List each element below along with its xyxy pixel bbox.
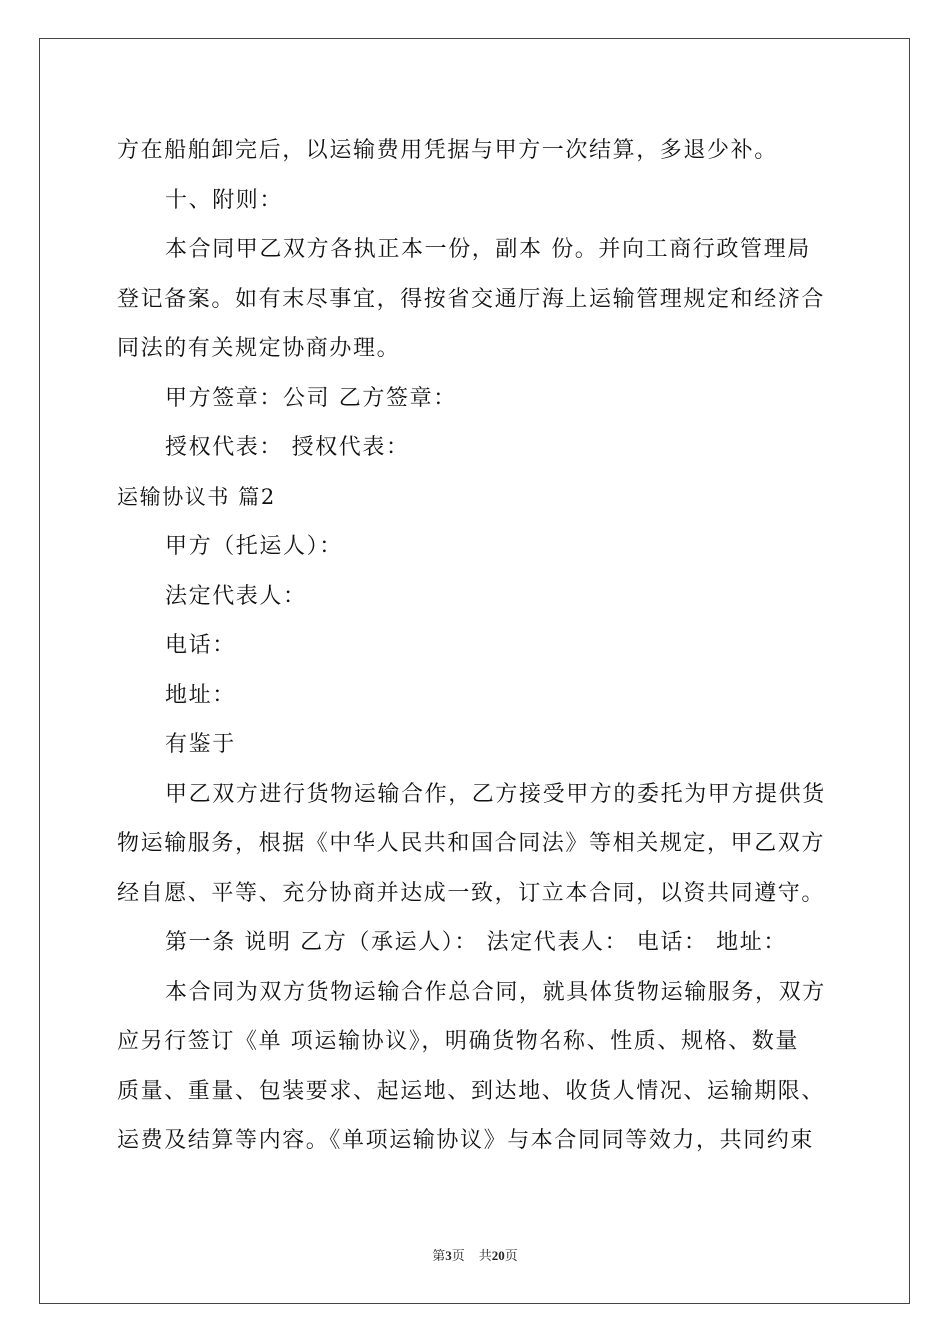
page-number: 3 <box>445 1248 452 1263</box>
total-suffix: 页 <box>504 1248 518 1263</box>
paragraph-line: 同法的有关规定协商办理。 <box>117 336 401 361</box>
paragraph-line: 物运输服务，根据《中华人民共和国合同法》等相关规定，甲乙双方 <box>117 831 826 856</box>
paragraph-line: 经自愿、平等、充分协商并达成一致，订立本合同，以资共同遵守。 <box>117 880 826 906</box>
signature-line: 甲方签章：公司 乙方签章： <box>165 385 457 411</box>
paragraph-line: 质量、重量、包装要求、起运地、到达地、收货人情况、运输期限、 <box>117 1078 826 1104</box>
representative-line: 授权代表： 授权代表： <box>165 435 410 460</box>
paragraph-line: 登记备案。如有末尽事宜，得按省交通厅海上运输管理规定和经济合 <box>117 286 826 312</box>
paragraph-line: 应另行签订《单 项运输协议》，明确货物名称、性质、规格、数量 <box>117 1029 799 1054</box>
page-suffix: 页 <box>451 1248 465 1263</box>
total-prefix: 共 <box>478 1248 492 1263</box>
address-line: 地址： <box>165 682 236 708</box>
paragraph-line: 本合同甲乙双方各执正本一份，副本 份。并向工商行政管理局 <box>165 237 811 262</box>
phone-line: 电话： <box>165 633 236 658</box>
article-one-line: 第一条 说明 乙方（承运人）： 法定代表人： 电话： 地址： <box>165 930 787 955</box>
party-a-line: 甲方（托运人）： <box>165 534 343 559</box>
document-body <box>117 126 837 1166</box>
whereas-line: 有鉴于 <box>165 732 236 757</box>
document-title: 运输协议书 篇2 <box>117 484 276 509</box>
section-heading: 十、附则： <box>165 187 284 213</box>
paragraph-line: 方在船舶卸完后，以运输费用凭据与甲方一次结算，多退少补。 <box>117 138 778 163</box>
legal-rep-line: 法定代表人： <box>165 583 307 609</box>
paragraph-line: 本合同为双方货物运输合作总合同，就具体货物运输服务，双方 <box>165 979 826 1005</box>
page-footer <box>0 1245 950 1264</box>
total-pages: 20 <box>491 1248 505 1263</box>
paragraph-line: 运费及结算等内容。《单项运输协议》与本合同同等效力，共同约束 <box>117 1128 815 1153</box>
page-prefix: 第 <box>432 1248 446 1263</box>
paragraph-line: 甲乙双方进行货物运输合作，乙方接受甲方的委托为甲方提供货 <box>165 781 826 807</box>
